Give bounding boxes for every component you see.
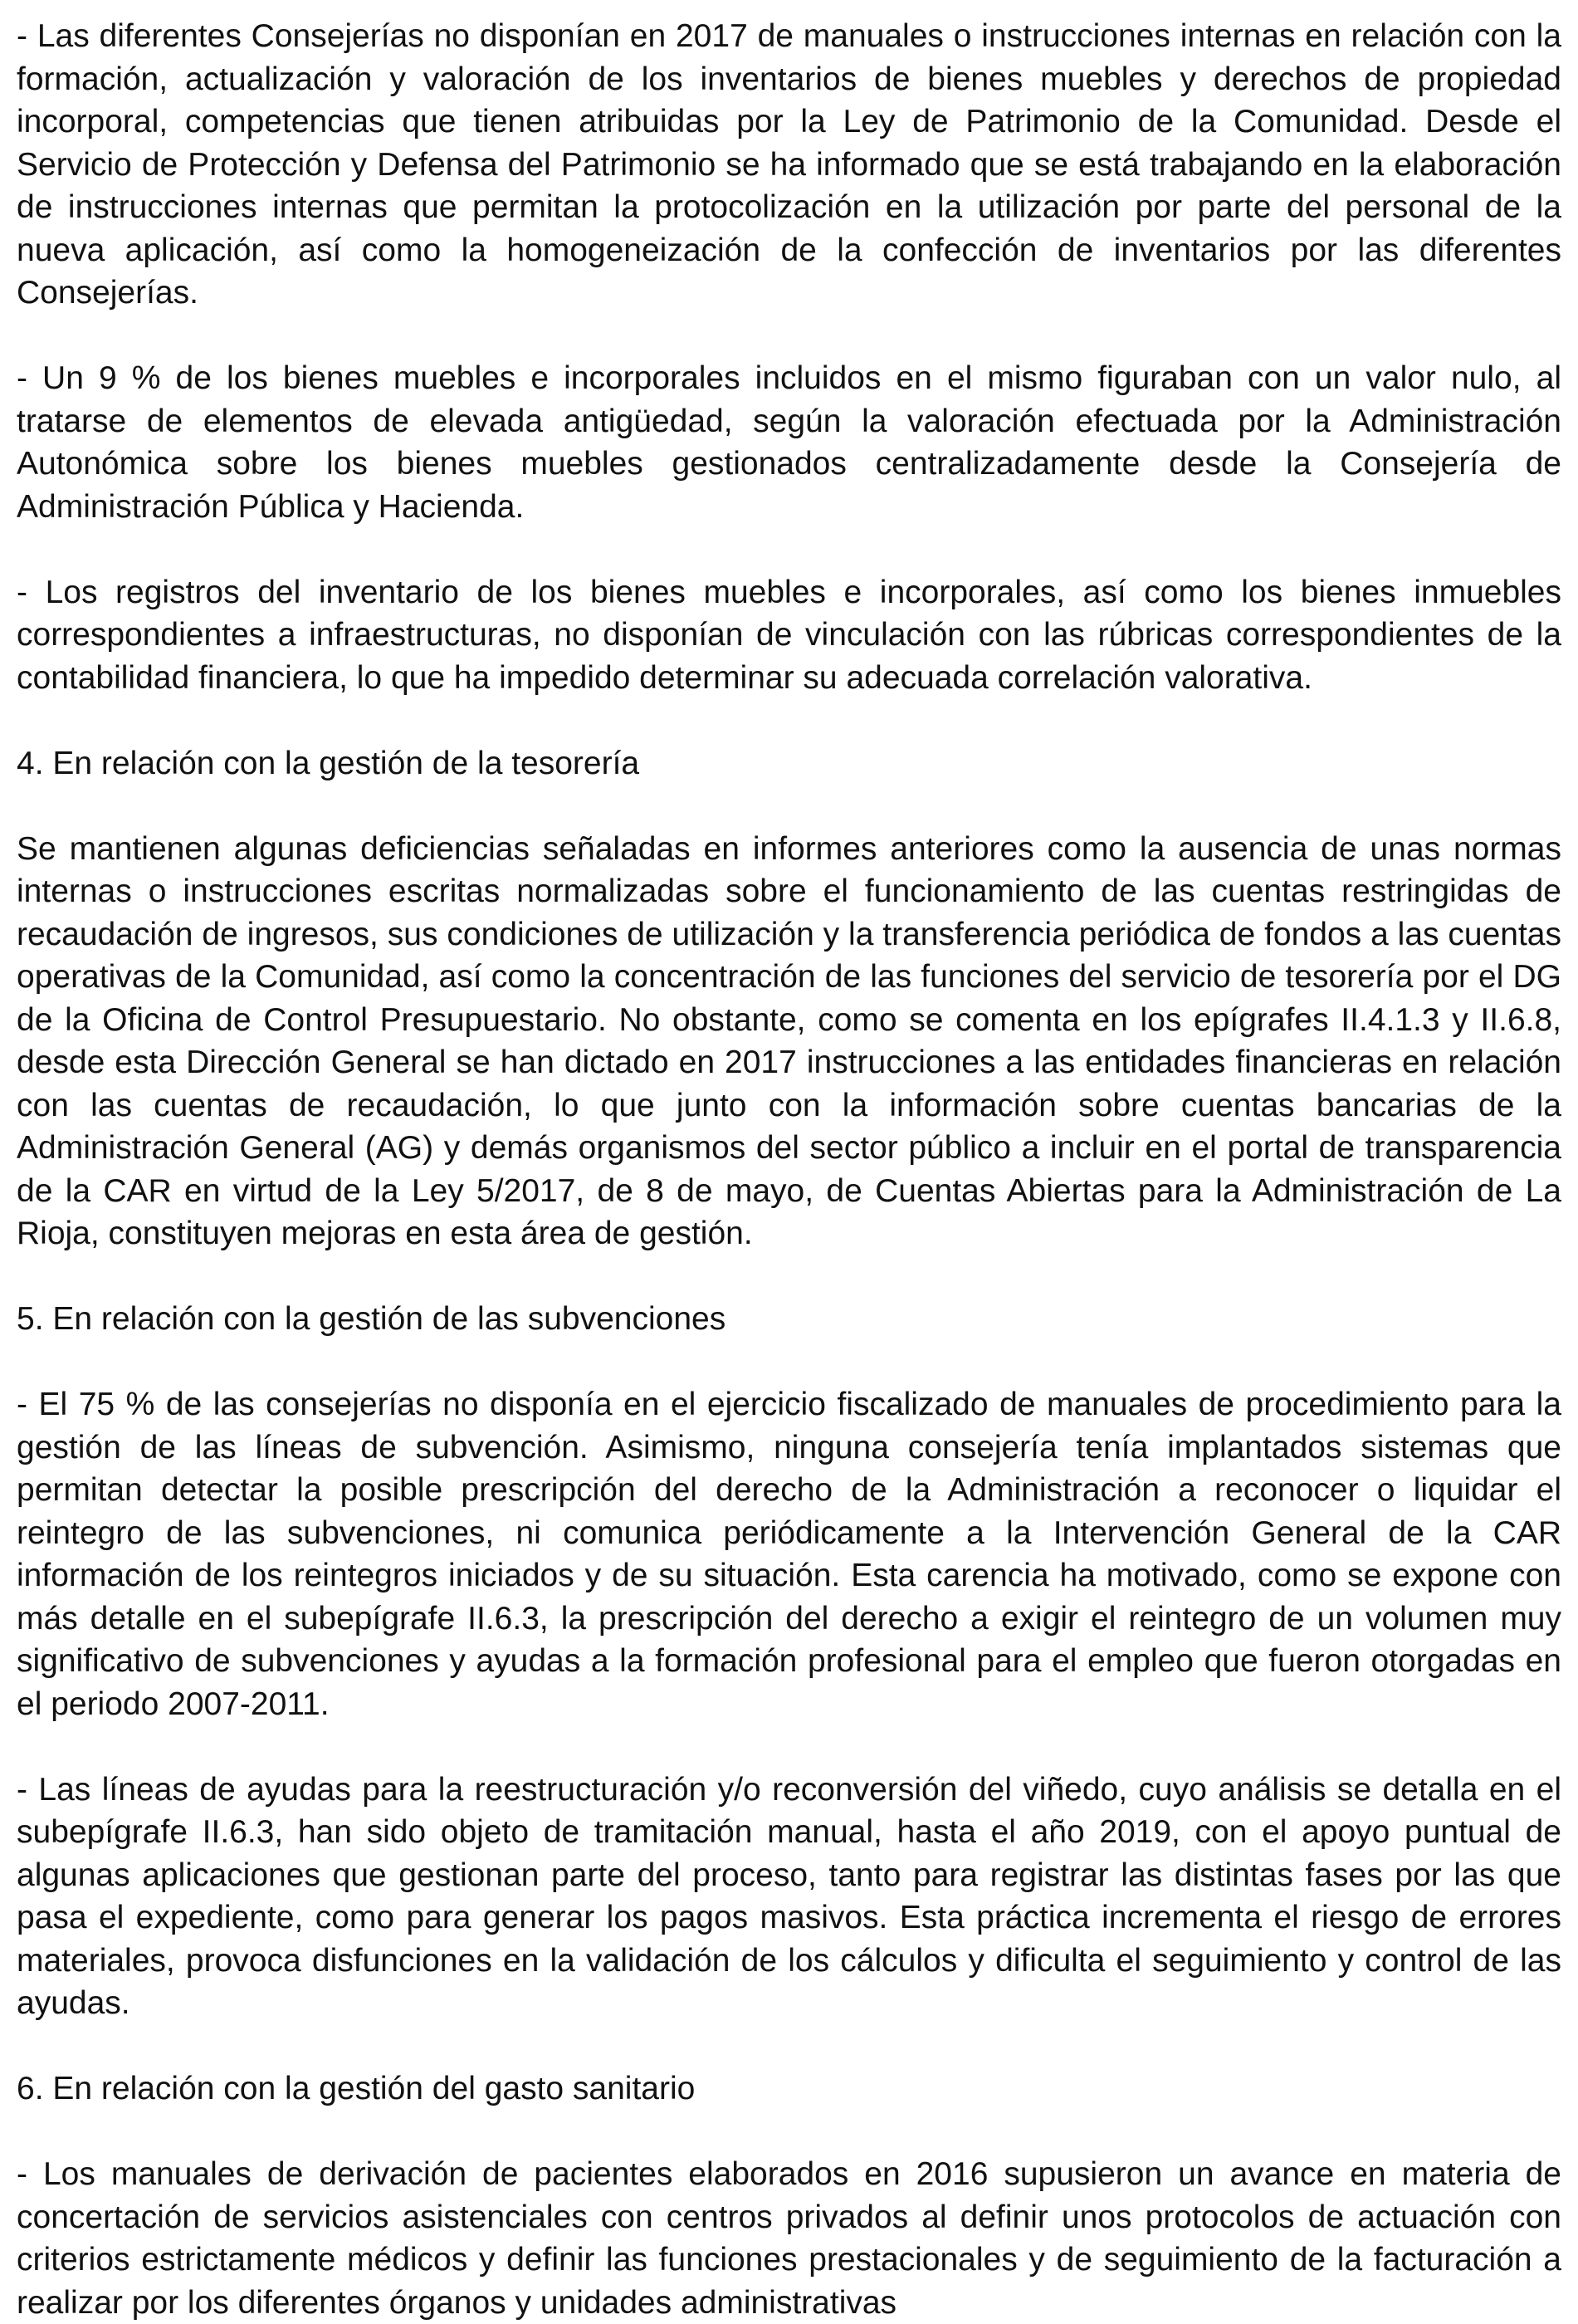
- section-heading-treasury: 4. En relación con la gestión de la tesorería: [17, 745, 640, 781]
- section-heading-health-spending: 6. En relación con la gestión del gasto sanitario: [17, 2071, 696, 2106]
- document-page: [17, 15, 1561, 2324]
- paragraph-vineyard-aid: - Las líneas de ayudas para la reestructuración y/o reconversión del viñedo, cuyo análisis se detalla en el subepígrafe II.6.3, han sido objeto de tramitación manual, hasta el año 2019, con el apoyo puntual de algunas aplicaciones que gestionan parte del proceso, tanto para registrar las distintas fases por las que pasa el expediente, como para generar los pagos masivos. Esta práctica incrementa el riesgo de errores materiales, provoca disfunciones en la validación de los cálculos y dificulta el seguimiento y control de las ayudas.: [17, 1771, 1561, 2021]
- paragraph-null-value-assets: - Un 9 % de los bienes muebles e incorporales incluidos en el mismo figuraban con un valor nulo, al tratarse de elementos de elevada antigüedad, según la valoración efectuada por la Administración Autonómica sobre los bienes muebles gestionados centralizadamente desde la Consejería de Administración Pública y Hacienda.: [17, 360, 1561, 525]
- paragraph-treasury-deficiencies: Se mantienen algunas deficiencias señaladas en informes anteriores como la ausencia de unas normas internas o instrucciones escritas normalizadas sobre el funcionamiento de las cuentas restringidas de recaudación de ingresos, sus condiciones de utilización y la transferencia periódica de fondos a las cuentas operativas de la Comunidad, así como la concentración de las funciones del servicio de tesorería por el DG de la Oficina de Control Presupuestario. No obstante, como se comenta en los epígrafes II.4.1.3 y II.6.8, desde esta Dirección General se han dictado en 2017 instrucciones a las entidades financieras en relación con las cuentas de recaudación, lo que junto con la información sobre cuentas bancarias de la Administración General (AG) y demás organismos del sector público a incluir en el portal de transparencia de la CAR en virtud de la Ley 5/2017, de 8 de mayo, de Cuentas Abiertas para la Administración de La Rioja, constituyen mejoras en esta área de gestión.: [17, 830, 1561, 1251]
- paragraph-subsidy-manuals: - El 75 % de las consejerías no disponía en el ejercicio fiscalizado de manuales de procedimiento para la gestión de las líneas de subvención. Asimismo, ninguna consejería tenía implantados sistemas que permitan detectar la posible prescripción del derecho de la Administración a reconocer o liquidar el reintegro de las subvenciones, ni comunica periódicamente a la Intervención General de la CAR información de los reintegros iniciados y de su situación. Esta carencia ha motivado, como se expone con más detalle en el subepígrafe II.6.3, la prescripción del derecho a exigir el reintegro de un volumen muy significativo de subvenciones y ayudas a la formación profesional para el empleo que fueron otorgadas en el periodo 2007-2011.: [17, 1387, 1561, 1722]
- paragraph-inventory-manuals: - Las diferentes Consejerías no disponían en 2017 de manuales o instrucciones internas en relación con la formación, actualización y valoración de los inventarios de bienes muebles y derechos de propiedad incorporal, competencias que tienen atribuidas por la Ley de Patrimonio de la Comunidad. Desde el Servicio de Protección y Defensa del Patrimonio se ha informado que se está trabajando en la elaboración de instrucciones internas que permitan la protocolización en la utilización por parte del personal de la nueva aplicación, así como la homogeneización de la confección de inventarios por las diferentes Consejerías.: [17, 18, 1561, 311]
- section-heading-subsidies: 5. En relación con la gestión de las subvenciones: [17, 1301, 726, 1337]
- paragraph-inventory-linkage: - Los registros del inventario de los bienes muebles e incorporales, así como los bienes inmuebles correspondientes a infraestructuras, no disponían de vinculación con las rúbricas correspondientes de la contabilidad financiera, lo que ha impedido determinar su adecuada correlación valorativa.: [17, 574, 1561, 696]
- paragraph-patient-referral-manuals: - Los manuales de derivación de pacientes elaborados en 2016 supusieron un avance en materia de concertación de servicios asistenciales con centros privados al definir unos protocolos de actuación con criterios estrictamente médicos y definir las funciones prestacionales y de seguimiento de la facturación a realizar por los diferentes órganos y unidades administrativas: [17, 2156, 1561, 2321]
